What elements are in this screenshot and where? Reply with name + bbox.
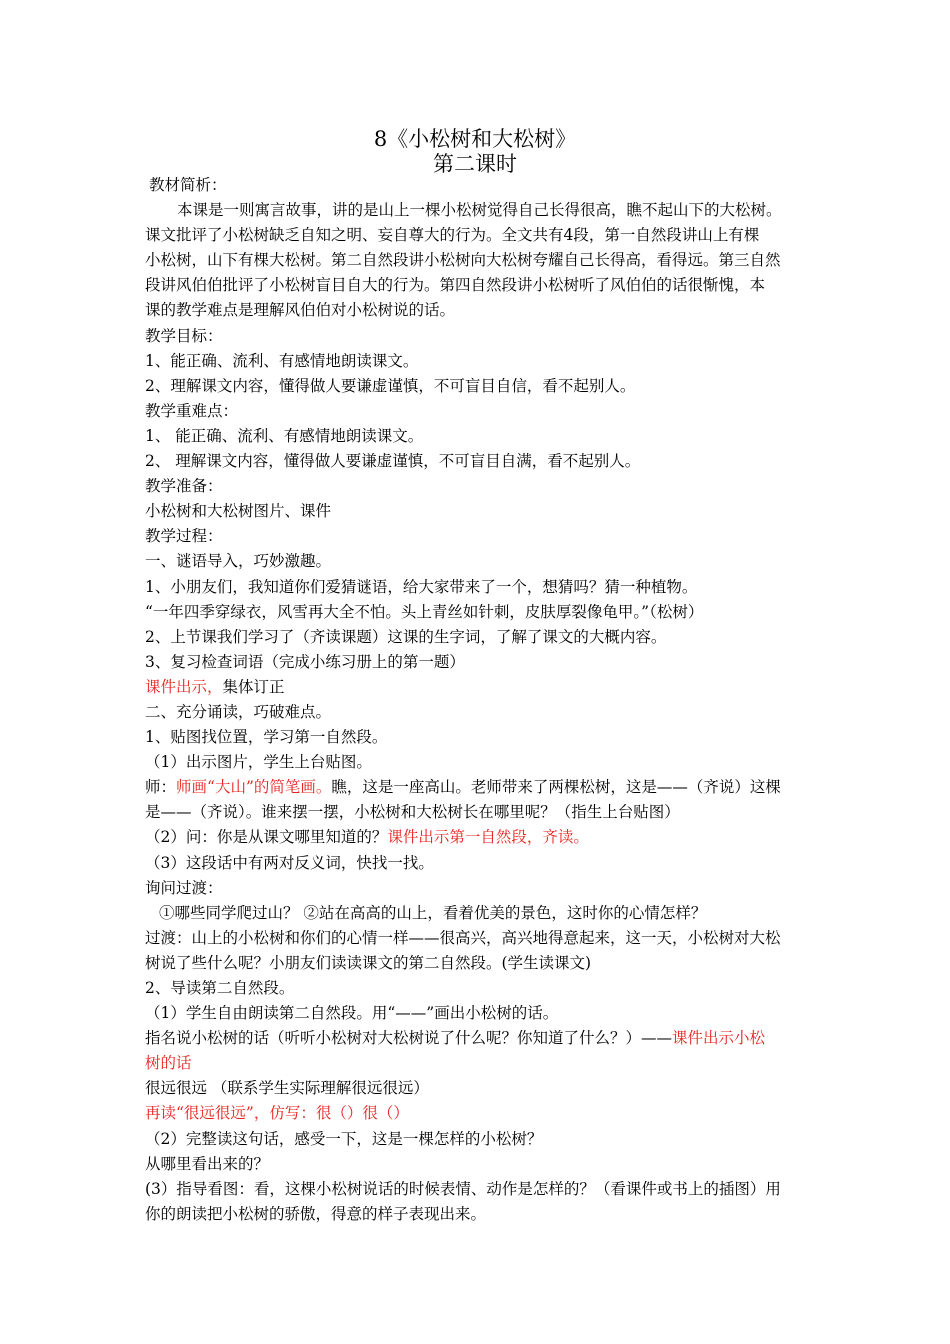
text-line bbox=[145, 223, 810, 248]
line-text: 从哪里看出来的？ bbox=[145, 1154, 270, 1173]
highlighted-text: 课件出示小松 bbox=[672, 1029, 766, 1048]
text-line bbox=[145, 424, 810, 449]
text-line bbox=[145, 825, 810, 850]
line-text: 3、复习检查词语（完成小练习册上的第一题） bbox=[145, 652, 465, 671]
line-text: 课的教学难点是理解风伯伯对小松树说的话。 bbox=[145, 301, 456, 320]
text-line bbox=[145, 951, 810, 976]
text-line bbox=[145, 273, 810, 298]
text-line bbox=[145, 700, 810, 725]
document-body bbox=[145, 173, 810, 1227]
text-line bbox=[145, 575, 810, 600]
line-text: 本课是一则寓言故事，讲的是山上一棵小松树觉得自己长得很高，瞧不起山下的大松树。 bbox=[177, 201, 782, 220]
line-text: 1、能正确、流利、有感情地朗读课文。 bbox=[145, 351, 419, 370]
highlighted-text: 课件出示第一自然段，齐读。 bbox=[387, 828, 589, 847]
text-line bbox=[145, 1051, 810, 1076]
line-text: 小松树，山下有棵大松树。第二自然段讲小松树向大松树夸耀自己长得高，看得远。第三自然 bbox=[145, 251, 781, 270]
line-text: 2、导读第二自然段。 bbox=[145, 979, 295, 997]
line-text: 课文批评了小松树缺乏自知之明、妄自尊大的行为。全文共有4段，第一自然段讲山上有棵 bbox=[145, 226, 760, 245]
line-text: 询问过渡： bbox=[145, 878, 223, 897]
highlighted-text: 再读“很远很远”，仿写：很（）很（） bbox=[145, 1104, 409, 1123]
line-text: 段讲风伯伯批评了小松树盲目自大的行为。第四自然段讲小松树听了风伯伯的话很惭愧，本 bbox=[145, 276, 766, 295]
text-line bbox=[145, 349, 810, 374]
text-line bbox=[145, 750, 810, 775]
line-text: （1）出示图片，学生上台贴图。 bbox=[145, 753, 372, 772]
text-line bbox=[145, 173, 810, 198]
line-text: （1）学生自由朗读第二自然段。用“——”画出小松树的话。 bbox=[145, 1004, 559, 1023]
line-prefix: 师： bbox=[145, 778, 177, 797]
text-line bbox=[145, 775, 810, 800]
text-line bbox=[145, 976, 810, 1001]
text-line bbox=[145, 324, 810, 349]
line-text: 教学过程： bbox=[145, 527, 223, 546]
text-line bbox=[145, 1202, 810, 1227]
line-text: 瞧，这是一座高山。老师带来了两棵松树，这是——（齐说）这棵 bbox=[331, 778, 781, 797]
text-line bbox=[145, 499, 810, 524]
line-text: 1、贴图找位置，学习第一自然段。 bbox=[145, 728, 388, 747]
line-text: 2、 理解课文内容，懂得做人要谦虚谨慎，不可盲目自满，看不起别人。 bbox=[145, 452, 641, 471]
text-line bbox=[145, 1001, 810, 1026]
line-text: 教学目标： bbox=[145, 326, 223, 345]
line-text: 集体订正 bbox=[222, 677, 285, 696]
line-text: “一年四季穿绿衣，风雪再大全不怕。头上青丝如针刺，皮肤厚裂像龟甲。”（松树） bbox=[145, 602, 704, 621]
text-line bbox=[145, 449, 810, 474]
document-subtitle: 第二课时 bbox=[433, 152, 517, 176]
text-line bbox=[145, 901, 810, 926]
text-line bbox=[145, 399, 810, 424]
highlighted-text: 师画“大山”的简笔画。 bbox=[176, 778, 332, 797]
line-text: 1、 能正确、流利、有感情地朗读课文。 bbox=[145, 426, 424, 445]
text-line bbox=[145, 198, 810, 223]
line-text: ①哪些同学爬过山？ ②站在高高的山上，看着优美的景色，这时你的心情怎样？ bbox=[159, 903, 707, 922]
text-line bbox=[145, 650, 810, 675]
line-text: 教学重难点： bbox=[145, 401, 239, 420]
line-text: 指名说小松树的话（听听小松树对大松树说了什么呢？你知道了什么？）—— bbox=[145, 1029, 673, 1048]
line-text: 2、理解课文内容，懂得做人要谦虚谨慎，不可盲目自信，看不起别人。 bbox=[145, 376, 636, 395]
line-text: (3）指导看图：看，这棵小松树说话的时候表情、动作是怎样的？（看课件或书上的插图）用 bbox=[145, 1179, 781, 1198]
highlighted-text: 树的话 bbox=[145, 1054, 192, 1073]
text-line bbox=[145, 625, 810, 650]
text-line bbox=[145, 876, 810, 901]
line-text: （3）这段话中有两对反义词，快找一找。 bbox=[145, 853, 434, 872]
line-text: （2）问：你是从课文哪里知道的？ bbox=[145, 828, 388, 847]
text-line bbox=[145, 474, 810, 499]
line-text: 教材简析： bbox=[149, 176, 227, 194]
text-line bbox=[145, 374, 810, 399]
text-line bbox=[145, 1026, 810, 1051]
text-line bbox=[145, 298, 810, 323]
line-text: 过渡：山上的小松树和你们的心情一样——很高兴，高兴地得意起来，这一天，小松树对大松 bbox=[145, 928, 781, 947]
text-line bbox=[145, 1177, 810, 1202]
text-line bbox=[145, 926, 810, 951]
line-text: 很远很远 （联系学生实际理解很远很远） bbox=[145, 1079, 429, 1098]
text-line bbox=[145, 600, 810, 625]
line-text: 你的朗读把小松树的骄傲，得意的样子表现出来。 bbox=[145, 1204, 487, 1223]
line-text: 2、上节课我们学习了（齐读课题）这课的生字词，了解了课文的大概内容。 bbox=[145, 627, 667, 646]
line-text: 二、充分诵读，巧破难点。 bbox=[145, 702, 332, 721]
text-line bbox=[145, 524, 810, 549]
highlighted-text: 课件出示， bbox=[145, 677, 223, 696]
text-line bbox=[145, 675, 810, 700]
text-line bbox=[145, 549, 810, 574]
line-text: 树说了些什么呢？小朋友们读读课文的第二自然段。(学生读课文) bbox=[145, 953, 592, 972]
line-text: 小松树和大松树图片、课件 bbox=[145, 502, 332, 521]
text-line bbox=[145, 800, 810, 825]
text-line bbox=[145, 1076, 810, 1101]
text-line bbox=[145, 1152, 810, 1177]
line-text: （2）完整读这句话，感受一下，这是一棵怎样的小松树？ bbox=[145, 1129, 543, 1148]
line-text: 教学准备： bbox=[145, 477, 223, 496]
document-title: 8《小松树和大松树》 bbox=[373, 127, 577, 151]
text-line bbox=[145, 851, 810, 876]
text-line bbox=[145, 725, 810, 750]
text-line bbox=[145, 248, 810, 273]
line-text: 是——（齐说）。谁来摆一摆，小松树和大松树长在哪里呢？（指生上台贴图） bbox=[145, 803, 680, 822]
line-text: 1、小朋友们，我知道你们爱猜谜语，给大家带来了一个，想猜吗？猜一种植物。 bbox=[145, 577, 698, 596]
line-text: 一、谜语导入，巧妙激趣。 bbox=[145, 552, 332, 571]
text-line bbox=[145, 1101, 810, 1126]
text-line bbox=[145, 1127, 810, 1152]
